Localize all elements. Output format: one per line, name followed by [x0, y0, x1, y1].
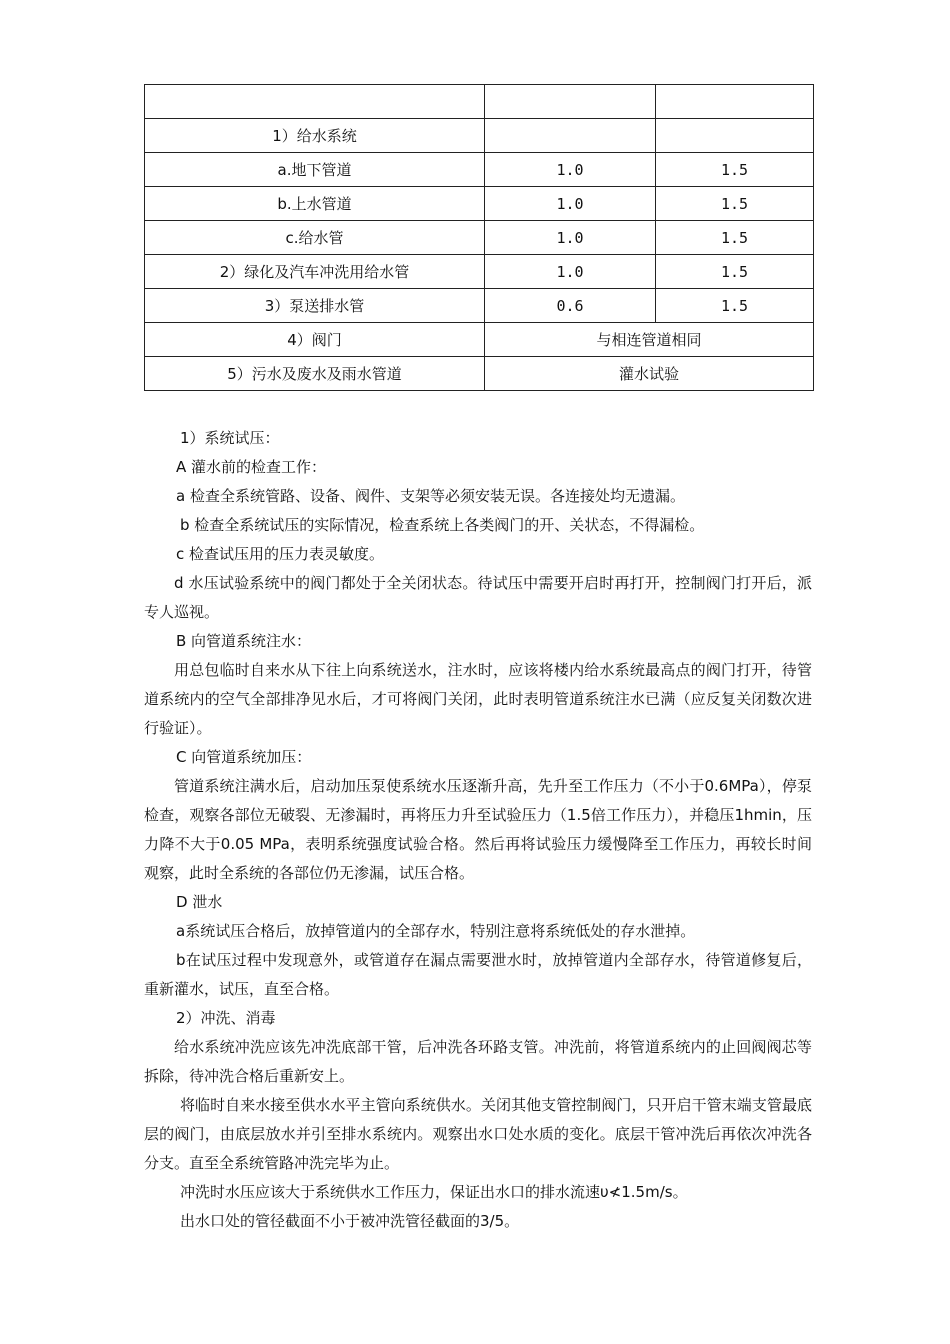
table-row: [145, 357, 814, 391]
table-row: [145, 323, 814, 357]
table-row: [145, 255, 814, 289]
header-cell: [145, 85, 485, 119]
paragraph: 用总包临时自来水从下往上向系统送水，注水时，应该将楼内给水系统最高点的阀门打开，待管道系统内的空气全部排净见水后，才可将阀门关闭，此时表明管道系统注水已满（应反复关闭数次进行验证）。: [144, 661, 812, 737]
merged-value-cell: 灌水试验: [485, 357, 814, 391]
value-cell: 1.0: [485, 187, 656, 221]
paragraph: 管道系统注满水后，启动加压泵使系统水压逐渐升高，先升至工作压力（不小于0.6MPa），停泵检查，观察各部位无破裂、无渗漏时，再将压力升至试验压力（1.5倍工作压力），并稳压1hmin，压力降不大于0.05 MPa，表明系统强度试验合格。然后再将试验压力缓慢降至工作压力，再较长时间观察，此时全系统的各部位仍无渗漏，试压合格。: [144, 777, 812, 882]
paragraph: b在试压过程中发现意外，或管道存在漏点需要泄水时，放掉管道内全部存水，待管道修复后，重新灌水，试压，直至合格。: [144, 951, 812, 998]
table-row: [145, 119, 814, 153]
paragraph: d 水压试验系统中的阀门都处于全关闭状态。待试压中需要开启时再打开，控制阀门打开后，派专人巡视。: [144, 574, 812, 621]
subsection-heading: A 灌水前的检查工作：: [176, 458, 327, 476]
section-heading: 2）冲洗、消毒: [176, 1009, 276, 1027]
paragraph: a系统试压合格后，放掉管道内的全部存水，特别注意将系统低处的存水泄掉。: [176, 922, 696, 940]
item-cell: a.地下管道: [145, 153, 485, 187]
item-cell: c.给水管: [145, 221, 485, 255]
item-cell: b.上水管道: [145, 187, 485, 221]
item-cell: 4）阀门: [145, 323, 485, 357]
value-cell: 1.5: [656, 289, 814, 323]
value-cell: 1.0: [485, 221, 656, 255]
value-cell: [656, 119, 814, 153]
value-cell: 1.5: [656, 255, 814, 289]
paragraph: b 检查全系统试压的实际情况，检查系统上各类阀门的开、关状态，不得漏检。: [180, 516, 705, 534]
section-heading: 1）系统试压：: [180, 429, 280, 447]
value-cell: 1.5: [656, 187, 814, 221]
paragraph: 出水口处的管径截面不小于被冲洗管径截面的3/5。: [180, 1212, 520, 1230]
value-cell: 1.0: [485, 255, 656, 289]
paragraph: a 检查全系统管路、设备、阀件、支架等必须安装无误。各连接处均无遗漏。: [176, 487, 685, 505]
value-cell: [485, 119, 656, 153]
merged-value-cell: 与相连管道相同: [485, 323, 814, 357]
paragraph: 将临时自来水接至供水水平主管向系统供水。关闭其他支管控制阀门，只开启干管末端支管最底层的阀门，由底层放水并引至排水系统内。观察出水口处水质的变化。底层干管冲洗后再依次冲洗各分支。直至全系统管路冲洗完毕为止。: [144, 1096, 812, 1172]
value-cell: 0.6: [485, 289, 656, 323]
paragraph: 冲洗时水压应该大于系统供水工作压力，保证出水口的排水流速υ≮1.5m/s。: [180, 1183, 688, 1201]
value-cell: 1.5: [656, 153, 814, 187]
subsection-heading: B 向管道系统注水：: [176, 632, 312, 650]
subsection-heading: C 向管道系统加压：: [176, 748, 312, 766]
table-header-row: [145, 85, 814, 119]
header-cell: [656, 85, 814, 119]
item-cell: 3）泵送排水管: [145, 289, 485, 323]
header-cell: [485, 85, 656, 119]
paragraph: c 检查试压用的压力表灵敏度。: [176, 545, 385, 563]
pressure-test-table: [144, 84, 814, 391]
table-row: [145, 153, 814, 187]
item-cell: 2）绿化及汽车冲洗用给水管: [145, 255, 485, 289]
item-cell: 5）污水及废水及雨水管道: [145, 357, 485, 391]
table-row: [145, 221, 814, 255]
paragraph: 给水系统冲洗应该先冲洗底部干管，后冲洗各环路支管。冲洗前，将管道系统内的止回阀阀芯等拆除，待冲洗合格后重新安上。: [144, 1038, 812, 1085]
table-row: [145, 187, 814, 221]
table-row: [145, 289, 814, 323]
value-cell: 1.0: [485, 153, 656, 187]
subsection-heading: D 泄水: [176, 893, 223, 911]
document-body: [144, 424, 812, 1236]
item-cell: 1）给水系统: [145, 119, 485, 153]
value-cell: 1.5: [656, 221, 814, 255]
